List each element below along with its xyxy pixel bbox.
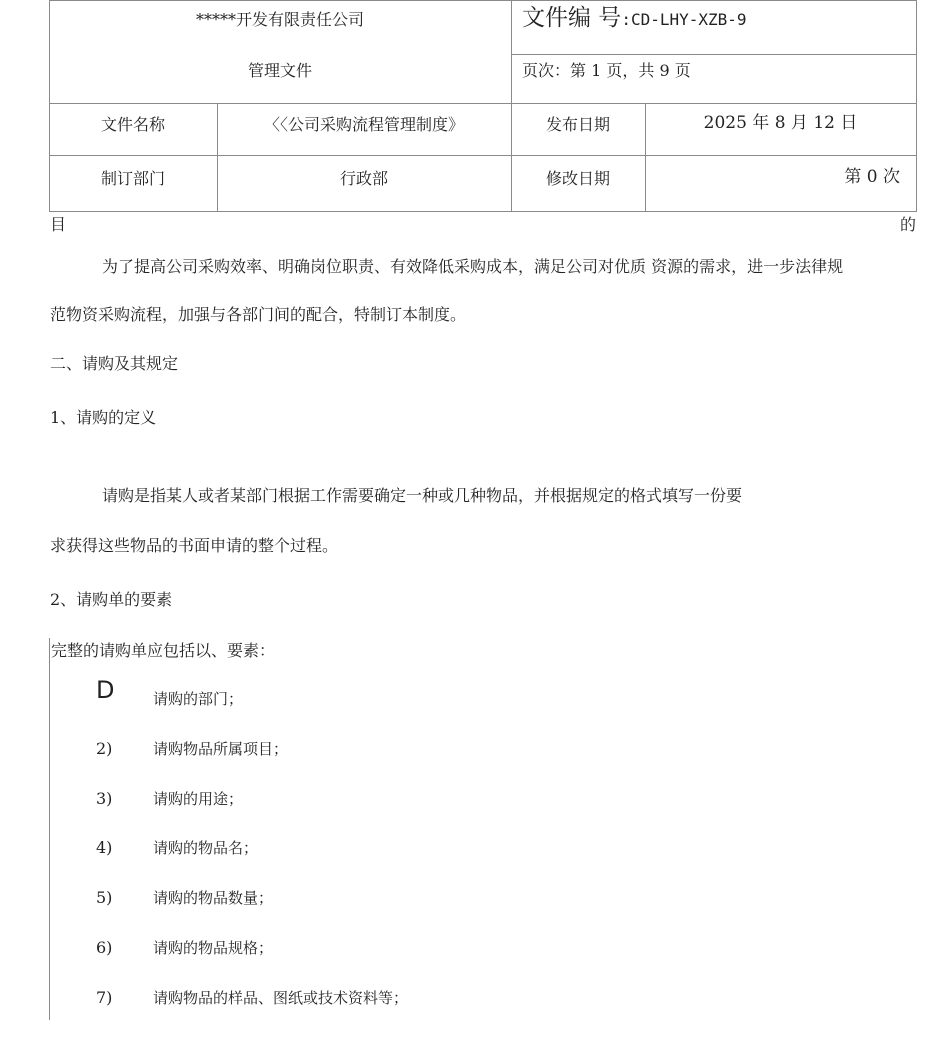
publish-date-label: 发布日期 <box>545 115 610 134</box>
page-info: 页次：第 1 页，共 9 页 <box>522 61 691 80</box>
subsection-title-elements: 2、请购单的要素 <box>50 590 173 609</box>
purpose-heading-left: 目 <box>50 215 67 234</box>
purpose-paragraph-line1: 为了提高公司采购效率、明确岗位职责、有效降低采购成本，满足公司对优质 资源的需求，进一步法律规 <box>102 257 844 276</box>
list-item-number: 7) <box>96 988 113 1007</box>
section-title: 二、请购及其规定 <box>50 354 179 373</box>
list-item-number: 5) <box>96 888 113 907</box>
elements-intro: 完整的请购单应包括以、要素： <box>51 641 276 660</box>
doc-number-label: 文件编 号 <box>522 5 622 31</box>
list-item-text: 请购的用途； <box>153 790 244 808</box>
revise-date-value: 第 0 次 <box>844 167 900 187</box>
doc-type: 管理文件 <box>247 61 312 80</box>
list-item-text: 请购物品所属项目； <box>153 740 289 758</box>
file-name-value: 〈〈公司采购流程管理制度》 <box>263 115 464 134</box>
list-item-text: 请购的物品规格； <box>153 939 274 957</box>
company-name: *****开发有限责任公司 <box>195 10 364 29</box>
publish-date-value: 2025 年 8 月 12 日 <box>703 113 858 133</box>
purpose-heading-right: 的 <box>900 215 917 234</box>
list-item-text: 请购物品的样品、图纸或技术资料等； <box>153 989 409 1007</box>
list-item-text: 请购的部门； <box>153 690 244 708</box>
file-name-label: 文件名称 <box>100 115 165 134</box>
list-item-text: 请购的物品数量； <box>153 889 274 907</box>
doc-number <box>522 4 747 32</box>
purpose-paragraph-line2: 范物资采购流程，加强与各部门间的配合，特制订本制度。 <box>50 305 467 324</box>
list-item-number: 2) <box>96 739 113 758</box>
doc-number-code: :CD-LHY-XZB-9 <box>621 10 747 29</box>
list-item-number: D <box>96 676 115 704</box>
revise-date-label: 修改日期 <box>545 169 610 188</box>
list-item-number: 6) <box>96 938 113 957</box>
definition-line2: 求获得这些物品的书面申请的整个过程。 <box>50 536 339 555</box>
list-item-text: 请购的物品名； <box>153 839 259 857</box>
list-item-number: 4) <box>96 838 113 857</box>
list-item-number: 3) <box>96 789 113 808</box>
subsection-title-definition: 1、请购的定义 <box>50 408 157 427</box>
dept-label: 制订部门 <box>100 169 165 188</box>
list-left-border <box>49 638 50 1020</box>
dept-value: 行政部 <box>339 169 388 188</box>
definition-line1: 请购是指某人或者某部门根据工作需要确定一种或几种物品，并根据规定的格式填写一份要 <box>102 486 743 505</box>
